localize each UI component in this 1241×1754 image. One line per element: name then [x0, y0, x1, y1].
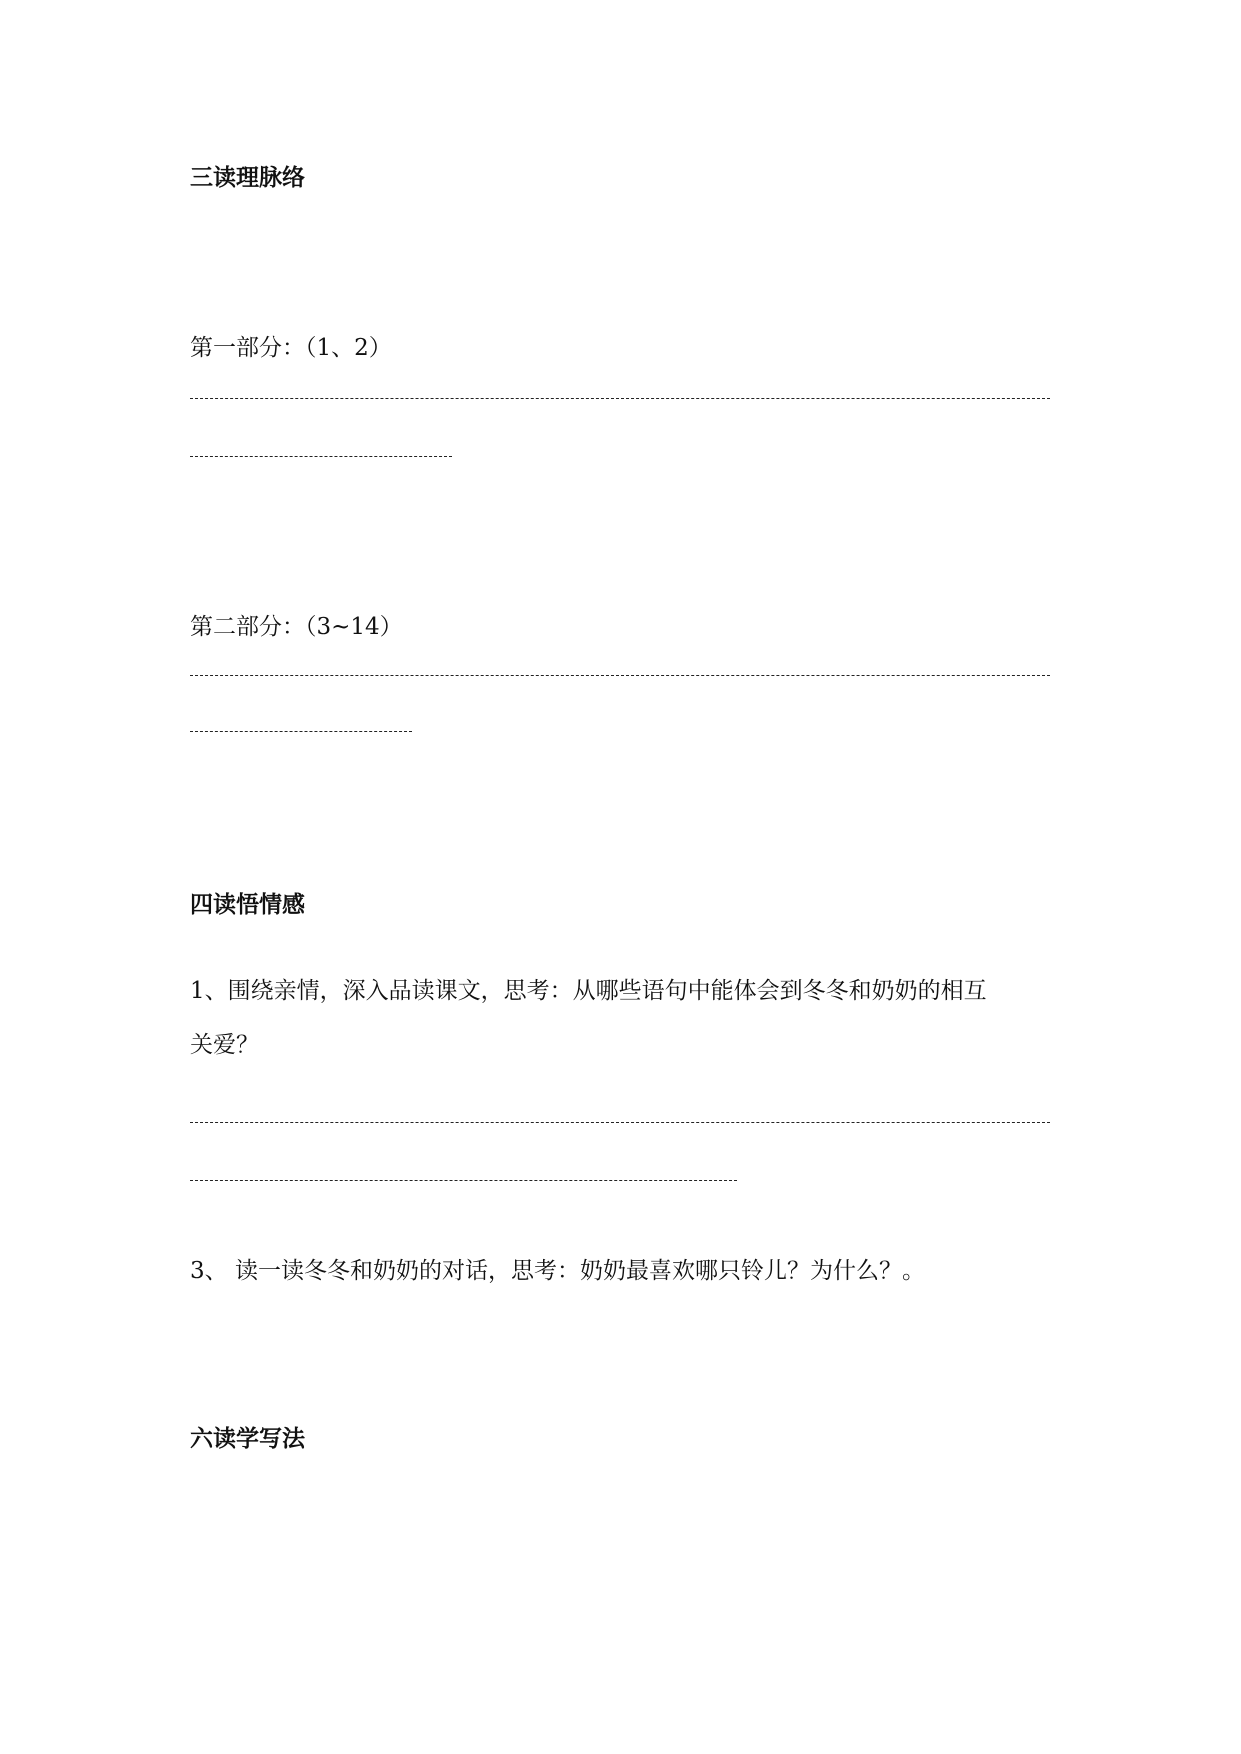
answer-line-q1-b [190, 1180, 737, 1181]
part-2-label: 第二部分：（3~14） [190, 614, 403, 640]
answer-line-part1-b [190, 456, 452, 457]
section-heading-6: 六读学写法 [190, 1426, 305, 1452]
question-1-line-2: 关爱？ [190, 1032, 259, 1058]
section-heading-3: 三读理脉络 [190, 165, 305, 191]
answer-line-part2-b [190, 731, 412, 732]
answer-line-q1-a [190, 1122, 1050, 1123]
question-3: 3、 读一读冬冬和奶奶的对话，思考：奶奶最喜欢哪只铃儿？为什么？。 [190, 1258, 925, 1284]
part-1-label: 第一部分：（1、2） [190, 335, 392, 361]
question-1-line-1: 1、围绕亲情，深入品读课文，思考：从哪些语句中能体会到冬冬和奶奶的相互 [190, 978, 987, 1004]
section-heading-4: 四读悟情感 [190, 892, 305, 918]
answer-line-part2-a [190, 675, 1050, 676]
answer-line-part1-a [190, 398, 1050, 399]
